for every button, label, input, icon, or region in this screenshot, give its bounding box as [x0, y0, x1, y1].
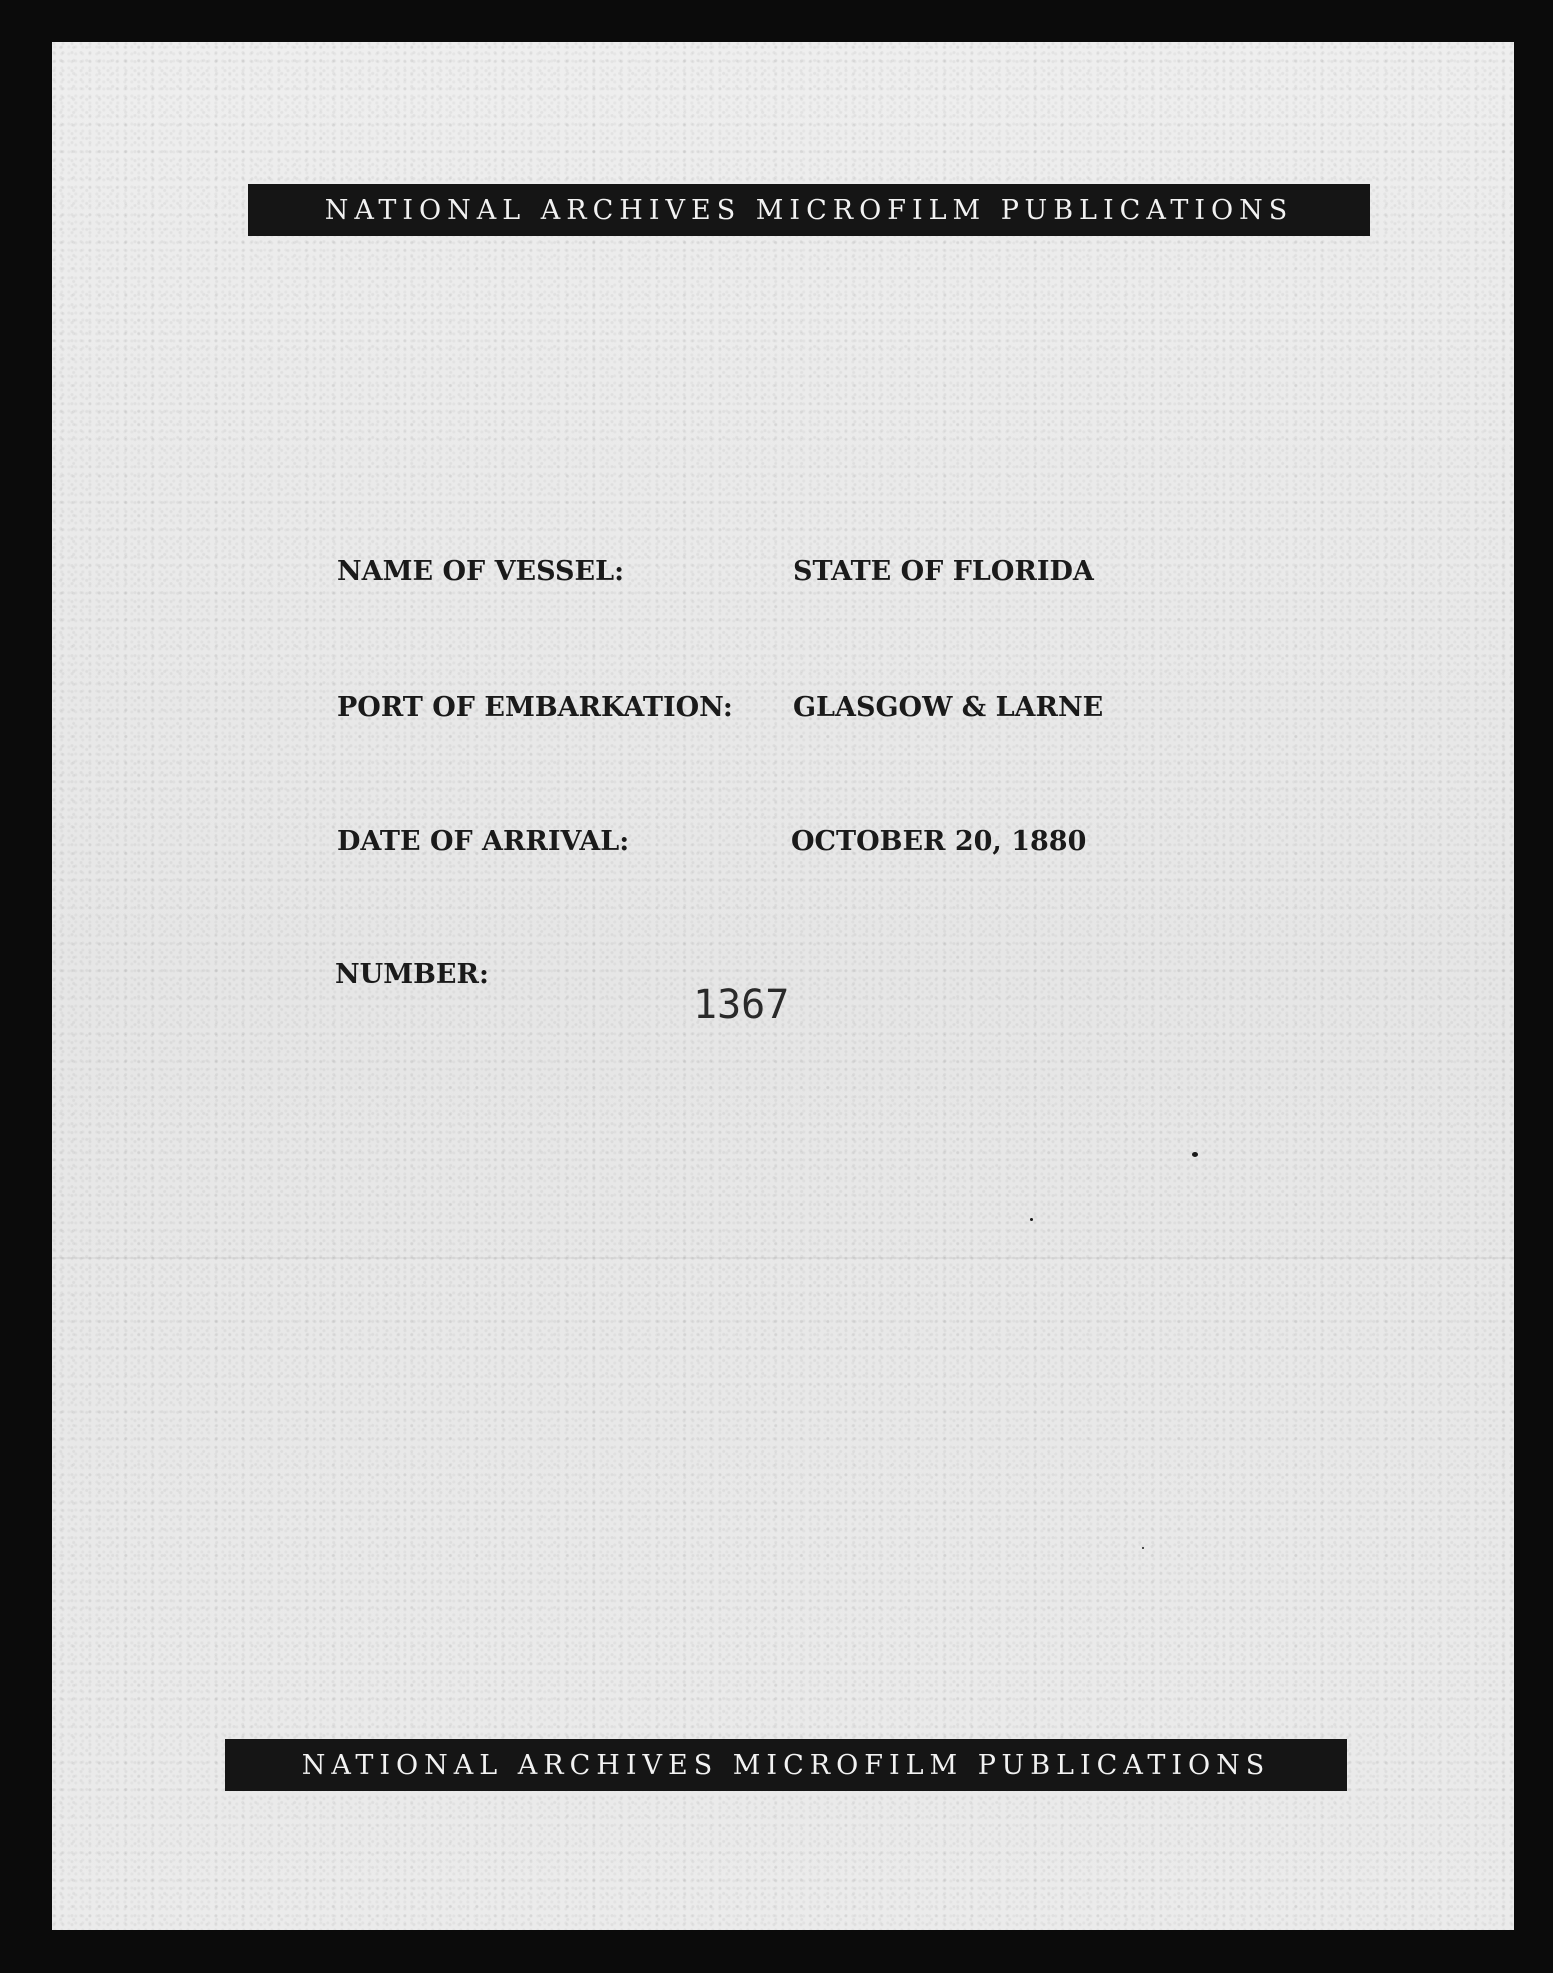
- document-sheet: [52, 42, 1514, 1930]
- arrival-value: OCTOBER 20, 1880: [791, 826, 1087, 857]
- vessel-label: NAME OF VESSEL:: [337, 556, 625, 587]
- ink-speck: [1030, 1218, 1033, 1221]
- footer-banner: NATIONAL ARCHIVES MICROFILM PUBLICATIONS: [225, 1739, 1347, 1791]
- ink-speck: [1142, 1547, 1144, 1549]
- port-label: PORT OF EMBARKATION:: [337, 692, 733, 723]
- number-label: NUMBER:: [335, 959, 489, 990]
- vessel-value: STATE OF FLORIDA: [793, 556, 1094, 587]
- port-value: GLASGOW & LARNE: [793, 692, 1104, 723]
- arrival-label: DATE OF ARRIVAL:: [337, 826, 630, 857]
- header-banner: NATIONAL ARCHIVES MICROFILM PUBLICATIONS: [248, 184, 1370, 236]
- fold-line: [52, 1257, 1514, 1259]
- number-value: 1367: [693, 982, 790, 1028]
- ink-speck: [1192, 1152, 1198, 1157]
